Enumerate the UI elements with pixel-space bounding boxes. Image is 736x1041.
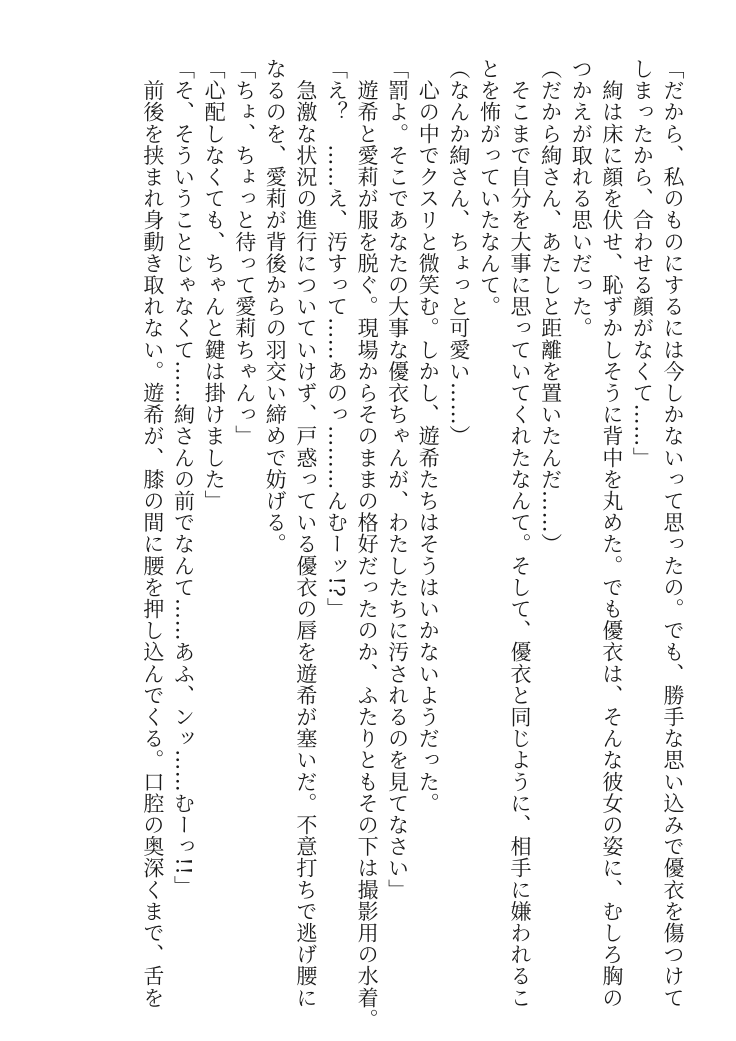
text-line: （なんか絢さん、ちょっと可愛い……） [446,58,471,447]
text-line: （だから絢さん、あたしと距離を置いたんだ……） [538,58,563,555]
text-line: そこまで自分を大事に思っていてくれたなんて。そして、優衣と同じように、相手に嫌われるこ [508,58,533,1009]
text-line: 遊希と愛莉が服を脱ぐ。現場からそのままの格好だったのか、ふたりともその下は撮影用の水着。 [355,58,380,1030]
text-line: 「ちょ、ちょっと待って愛莉ちゃんっ」 [232,58,257,447]
text-line: 「え？ ……え、汚すって……あのっ………んむーッ!?」 [324,58,349,619]
text-line: つかえが取れる思いだった。 [569,58,594,339]
text-line: なるのを、愛莉が背後からの羽交い締めで妨げる。 [263,58,288,555]
vertical-text-body [137,58,688,1030]
text-line: しまったから、合わせる顔がなくて……」 [630,58,655,469]
text-line: 「そ、そういうことじゃなくて……絢さんの前でなんて……あふ、ンッ……むーっ!!」 [171,58,196,897]
text-line: 「罰よ。そこであなたの大事な優衣ちゃんが、わたしたちに汚されるのを見てなさい」 [385,58,410,901]
text-line: 前後を挟まれ身動き取れない。遊希が、膝の間に腰を押し込んでくる。口腔の奥深くまで、舌を [140,58,165,1009]
text-line: 心の中でクスリと微笑む。しかし、遊希たちはそうはいかないようだった。 [416,58,441,814]
text-line: 「だから、私のものにするには今しかないって思ったの。でも、勝手な思い込みで優衣を傷つけて [661,58,685,1009]
text-line: 急激な状況の進行についていけず、戸惑っている優衣の唇を遊希が塞いだ。不意打ちで逃げ腰に [293,58,318,1009]
text-line: 絢は床に顔を伏せ、恥ずかしそうに背中を丸めた。でも優衣は、そんな彼女の姿に、むしろ胸の [599,58,624,1009]
text-line: とを怖がっていたなんて。 [477,58,502,318]
text-line: 「心配しなくても、ちゃんと鍵は掛けました」 [202,58,227,512]
